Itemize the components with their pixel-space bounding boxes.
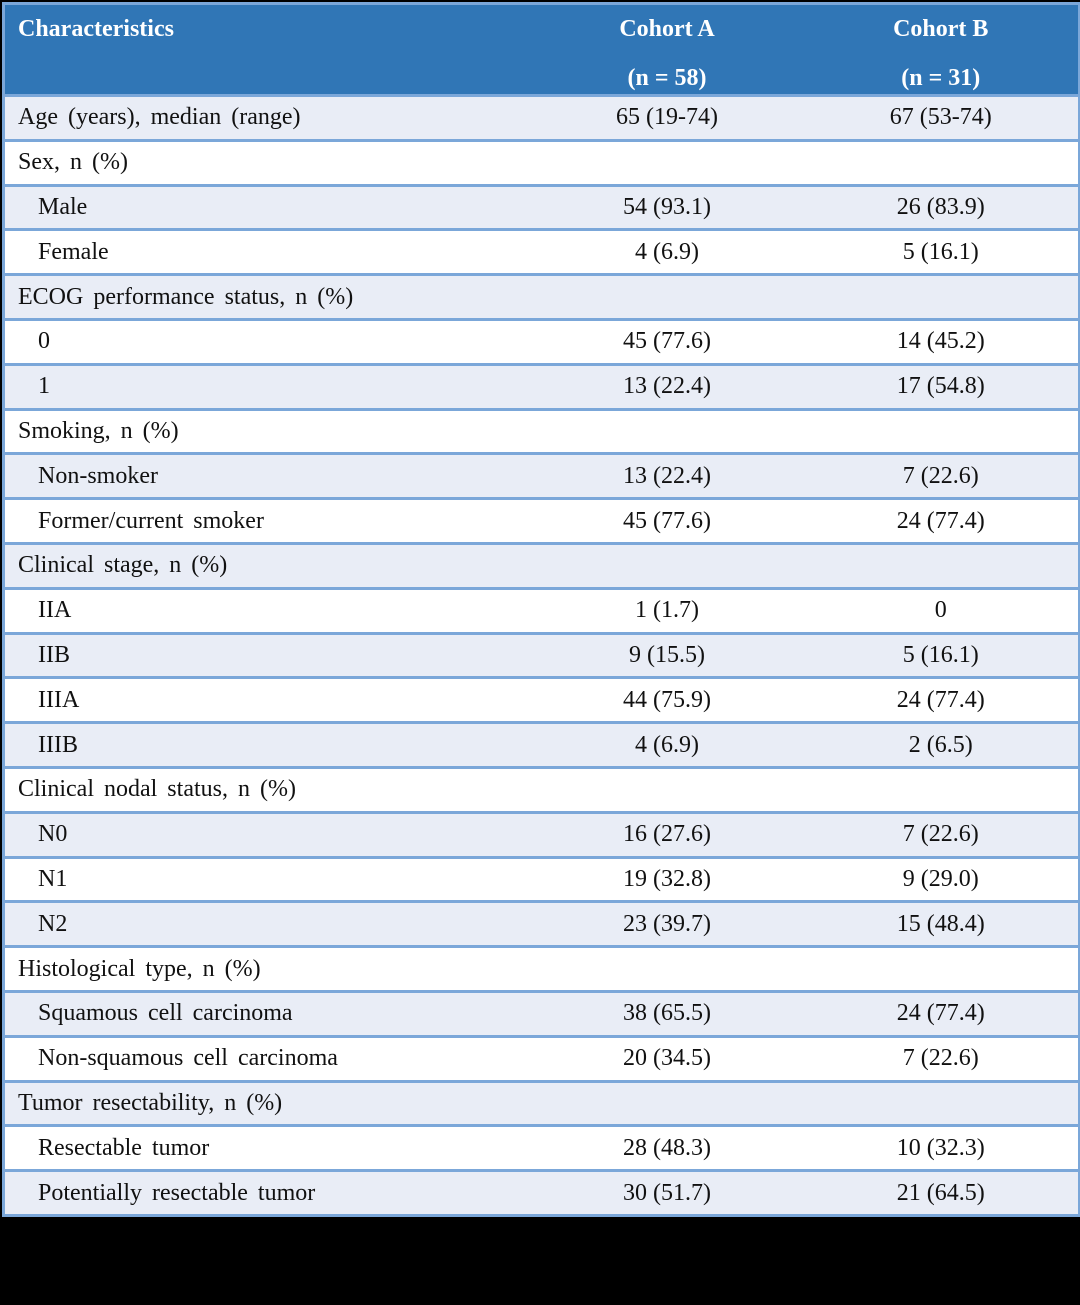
cohort-b-cell: 0 — [934, 597, 947, 624]
table-row — [4, 723, 1080, 768]
table-row — [4, 678, 1080, 723]
section-row — [4, 409, 1080, 454]
cohort-a-cell: 19 (32.8) — [623, 865, 711, 892]
cohort-b-cell: 7 (22.6) — [902, 1045, 979, 1072]
cohort-b-cell: 5 (16.1) — [902, 641, 979, 668]
characteristic-cell: N1 — [38, 865, 68, 892]
section-row — [4, 767, 1080, 812]
characteristic-cell: IIIB — [38, 731, 78, 758]
cohort-b-cell: 17 (54.8) — [896, 373, 985, 400]
cohort-b-cell: 21 (64.5) — [896, 1179, 985, 1206]
characteristic-cell: Resectable tumor — [38, 1134, 210, 1161]
cohort-b-cell: 10 (32.3) — [896, 1134, 985, 1161]
cohort-b-cell: 24 (77.4) — [896, 686, 985, 713]
header-row — [4, 4, 1080, 96]
cohort-a-cell: 38 (65.5) — [623, 1000, 711, 1027]
cohort-a-cell: 45 (77.6) — [623, 328, 711, 355]
cohort-a-cell — [531, 947, 804, 992]
cohort-a-cell: 1 (1.7) — [635, 597, 699, 624]
characteristic-cell: IIB — [38, 641, 70, 668]
cohort-a-cell: 44 (75.9) — [623, 686, 711, 713]
table-row — [4, 991, 1080, 1036]
characteristic-cell: N0 — [38, 821, 68, 848]
table-header — [4, 4, 1080, 96]
cohort-a-header — [531, 4, 804, 96]
characteristic-cell: Smoking, n (%) — [18, 417, 179, 444]
cohort-a-cell: 13 (22.4) — [623, 373, 711, 400]
cohort-b-cell: 7 (22.6) — [902, 821, 979, 848]
cohort-a-cell: 4 (6.9) — [635, 238, 699, 265]
cohort-a-cell — [531, 767, 804, 812]
cohort-b-cell — [804, 947, 1080, 992]
cohort-b-cell: 15 (48.4) — [896, 910, 985, 937]
cohort-a-n: (n = 58) — [627, 65, 707, 91]
table-row — [4, 1171, 1080, 1216]
characteristic-cell: 1 — [38, 373, 50, 400]
characteristic-cell: Former/current smoker — [38, 507, 264, 534]
cohort-a-cell: 45 (77.6) — [623, 507, 711, 534]
section-row — [4, 1081, 1080, 1126]
table-row — [4, 588, 1080, 633]
cohort-b-cell — [804, 1081, 1080, 1126]
table-row — [4, 364, 1080, 409]
cohort-b-cell: 7 (22.6) — [902, 462, 979, 489]
table-row — [4, 812, 1080, 857]
characteristic-cell: Squamous cell carcinoma — [38, 1000, 293, 1027]
characteristic-cell: Histological type, n (%) — [18, 955, 261, 982]
cohort-b-cell: 67 (53-74) — [889, 104, 992, 131]
section-row — [4, 543, 1080, 588]
cohort-a-cell: 16 (27.6) — [623, 821, 711, 848]
cohort-b-header — [804, 4, 1080, 96]
patient-characteristics-table — [2, 2, 1080, 1217]
characteristic-cell: Non-squamous cell carcinoma — [38, 1045, 338, 1072]
table-row — [4, 230, 1080, 275]
characteristic-cell: Male — [38, 193, 88, 220]
cohort-a-cell: 13 (22.4) — [623, 462, 711, 489]
cohort-b-cell — [804, 543, 1080, 588]
table-body — [4, 96, 1080, 1216]
table-row — [4, 319, 1080, 364]
characteristic-cell: Tumor resectability, n (%) — [18, 1089, 283, 1116]
table-row — [4, 1036, 1080, 1081]
table-row — [4, 96, 1080, 141]
characteristic-cell: IIIA — [38, 686, 80, 713]
cohort-b-cell: 24 (77.4) — [896, 1000, 985, 1027]
section-row — [4, 947, 1080, 992]
cohort-a-cell — [531, 1081, 804, 1126]
section-row — [4, 140, 1080, 185]
cohort-b-title: Cohort B — [893, 16, 989, 42]
characteristic-cell: 0 — [38, 328, 50, 355]
table-row — [4, 185, 1080, 230]
cohort-a-cell — [531, 409, 804, 454]
characteristic-cell: ECOG performance status, n (%) — [18, 283, 354, 310]
cohort-a-cell: 23 (39.7) — [623, 910, 711, 937]
characteristic-cell: Clinical nodal status, n (%) — [18, 776, 296, 803]
table-row — [4, 454, 1080, 499]
characteristic-cell: Female — [38, 238, 109, 265]
characteristic-cell: Clinical stage, n (%) — [18, 552, 228, 579]
cohort-b-cell — [804, 140, 1080, 185]
table-row — [4, 902, 1080, 947]
cohort-a-cell: 65 (19-74) — [616, 104, 718, 131]
characteristics-header — [4, 4, 531, 96]
characteristics-header-label: Characteristics — [18, 16, 174, 42]
cohort-a-title: Cohort A — [619, 16, 715, 42]
cohort-a-cell: 20 (34.5) — [623, 1045, 711, 1072]
table-row — [4, 857, 1080, 902]
cohort-b-cell: 14 (45.2) — [896, 328, 985, 355]
table-row — [4, 1126, 1080, 1171]
section-row — [4, 275, 1080, 320]
characteristic-cell: IIA — [38, 597, 72, 624]
cohort-a-cell — [531, 275, 804, 320]
cohort-b-cell — [804, 275, 1080, 320]
cohort-b-cell — [804, 767, 1080, 812]
characteristic-cell: N2 — [38, 910, 68, 937]
cohort-a-cell — [531, 543, 804, 588]
cohort-b-cell — [804, 409, 1080, 454]
cohort-a-cell — [531, 140, 804, 185]
cohort-a-cell: 54 (93.1) — [623, 193, 711, 220]
cohort-a-cell: 9 (15.5) — [629, 641, 705, 668]
cohort-b-cell: 2 (6.5) — [908, 731, 973, 758]
characteristic-cell: Potentially resectable tumor — [38, 1179, 316, 1206]
characteristic-cell: Non-smoker — [38, 462, 158, 489]
characteristic-cell: Age (years), median (range) — [18, 104, 301, 131]
table-row — [4, 499, 1080, 544]
characteristic-cell: Sex, n (%) — [18, 149, 128, 176]
cohort-a-cell: 28 (48.3) — [623, 1134, 711, 1161]
cohort-a-cell: 4 (6.9) — [635, 731, 699, 758]
cohort-a-cell: 30 (51.7) — [623, 1179, 711, 1206]
cohort-b-cell: 26 (83.9) — [896, 193, 985, 220]
cohort-b-cell: 9 (29.0) — [902, 865, 979, 892]
cohort-b-cell: 24 (77.4) — [896, 507, 985, 534]
table-row — [4, 633, 1080, 678]
cohort-b-cell: 5 (16.1) — [902, 238, 979, 265]
cohort-b-n: (n = 31) — [901, 65, 981, 91]
